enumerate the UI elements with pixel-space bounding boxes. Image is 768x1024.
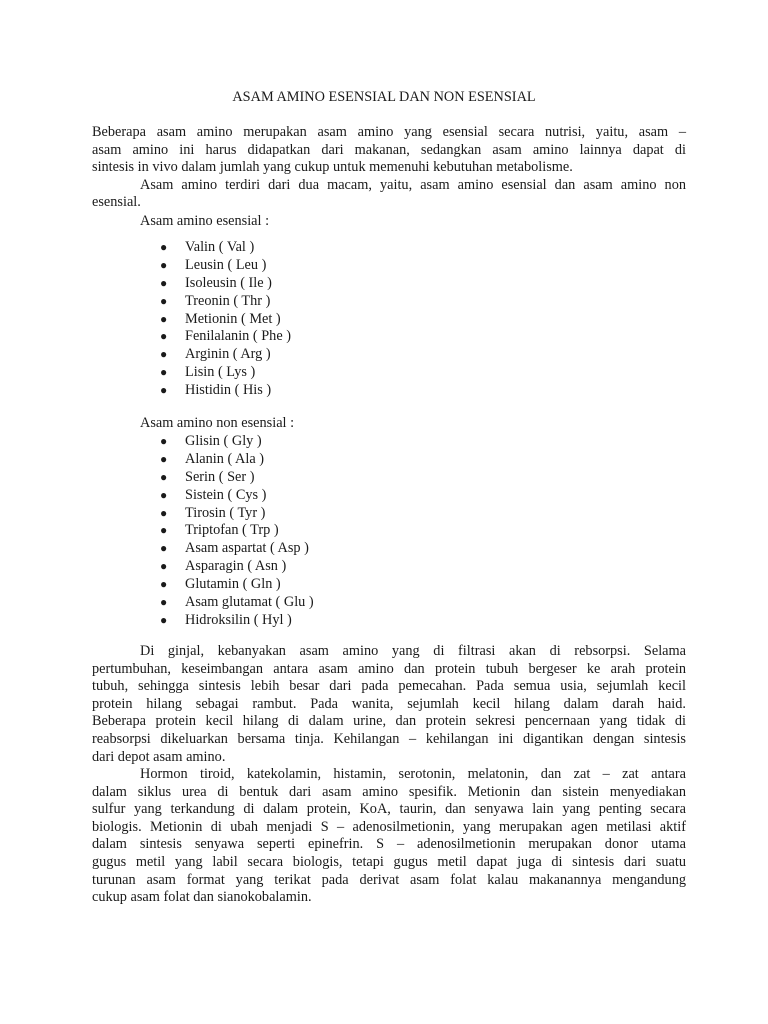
bullet-icon: ● bbox=[160, 311, 168, 326]
text-line: Beberapa asam amino merupakan asam amino yang esensial secara nutrisi, yaitu, asam – bbox=[92, 124, 686, 140]
text-line: sintesis in vivo dalam jumlah yang cukup untuk memenuhi kebutuhan metabolisme. bbox=[92, 159, 573, 176]
list-item-text: Leusin ( Leu ) bbox=[185, 256, 267, 273]
list-item bbox=[160, 328, 291, 346]
list-item-text: Tirosin ( Tyr ) bbox=[185, 504, 266, 521]
nonessential-label: Asam amino non esensial : bbox=[140, 415, 295, 431]
bullet-icon: ● bbox=[160, 469, 168, 484]
text-line: Beberapa protein kecil hilang di dalam urine, dan protein sekresi pencernaan yang tidak di bbox=[92, 713, 686, 730]
bullet-icon: ● bbox=[160, 365, 168, 380]
list-item-text: Glutamin ( Gln ) bbox=[185, 576, 281, 593]
list-item bbox=[160, 364, 291, 382]
list-item bbox=[160, 275, 291, 293]
essential-list bbox=[160, 239, 291, 400]
text-line: tubuh, sehingga sintesis lebih besar dari pada pemecahan. Pada semua usia, sejumlah kecil bbox=[92, 678, 686, 695]
list-item-text: Valin ( Val ) bbox=[185, 239, 255, 255]
text-line: dalam sintesis senyawa seperti epinefrin. S – adenosilmetionin merupakan donor utama bbox=[92, 836, 686, 853]
text-line: esensial. bbox=[92, 194, 141, 211]
bullet-icon: ● bbox=[160, 577, 168, 592]
bullet-icon: ● bbox=[160, 595, 168, 610]
text-line: Asam amino terdiri dari dua macam, yaitu, asam amino esensial dan asam amino non bbox=[140, 176, 686, 193]
text-line: asam amino ini harus didapatkan dari makanan, sedangkan asam amino lainnya dapat di bbox=[92, 141, 686, 158]
list-item-text: Lisin ( Lys ) bbox=[185, 364, 256, 381]
list-item-text: Asam aspartat ( Asp ) bbox=[185, 540, 309, 557]
text-line: pertumbuhan, keseimbangan antara asam amino dan protein tubuh bergeser ke arah protein bbox=[92, 660, 686, 677]
bullet-icon: ● bbox=[160, 541, 168, 556]
list-item-text: Serin ( Ser ) bbox=[185, 468, 255, 485]
bullet-icon: ● bbox=[160, 451, 168, 466]
document-title: ASAM AMINO ESENSIAL DAN NON ESENSIAL bbox=[232, 89, 536, 105]
list-item-text: Metionin ( Met ) bbox=[185, 310, 281, 327]
bullet-icon: ● bbox=[160, 293, 168, 308]
text-line: dari depot asam amino. bbox=[92, 748, 226, 765]
text-line: turunan asam format yang terikat pada derivat asam folat kalau makanannya mengandung bbox=[92, 871, 686, 888]
list-item bbox=[160, 612, 314, 630]
list-item-text: Fenilalanin ( Phe ) bbox=[185, 328, 292, 345]
list-item-text: Asam glutamat ( Glu ) bbox=[185, 594, 314, 611]
list-item bbox=[160, 346, 291, 364]
list-item bbox=[160, 594, 314, 612]
essential-label: Asam amino esensial : bbox=[140, 213, 270, 229]
list-item-text: Treonin ( Thr ) bbox=[185, 292, 271, 309]
list-item-text: Glisin ( Gly ) bbox=[185, 433, 262, 449]
list-item bbox=[160, 487, 314, 505]
text-line: reabsorpsi dikeluarkan bersama tinja. Kehilangan – kehilangan ini digantikan dengan sintesis bbox=[92, 730, 686, 747]
paragraph-hormones bbox=[92, 766, 686, 907]
text-line: protein hilang sebagai rambut. Pada wanita, sejumlah kecil hilang dalam darah haid. bbox=[92, 695, 686, 712]
bullet-icon: ● bbox=[160, 257, 168, 272]
paragraph-intro bbox=[92, 124, 686, 212]
list-item bbox=[160, 558, 314, 576]
bullet-icon: ● bbox=[160, 559, 168, 574]
list-item bbox=[160, 239, 291, 257]
list-item bbox=[160, 540, 314, 558]
bullet-icon: ● bbox=[160, 275, 168, 290]
text-line: biologis. Metionin di ubah menjadi S – adenosilmetionin, yang merupakan agen metilasi aktif bbox=[92, 818, 686, 835]
list-item-text: Alanin ( Ala ) bbox=[185, 450, 265, 467]
bullet-icon: ● bbox=[160, 505, 168, 520]
bullet-icon: ● bbox=[160, 523, 168, 538]
bullet-icon: ● bbox=[160, 347, 168, 362]
list-item-text: Asparagin ( Asn ) bbox=[185, 558, 287, 575]
list-item bbox=[160, 311, 291, 329]
text-line: Hormon tiroid, katekolamin, histamin, serotonin, melatonin, dan zat – zat antara bbox=[140, 766, 686, 782]
list-item bbox=[160, 433, 314, 451]
list-item-text: Triptofan ( Trp ) bbox=[185, 522, 279, 539]
list-item bbox=[160, 257, 291, 275]
list-item bbox=[160, 469, 314, 487]
list-item bbox=[160, 576, 314, 594]
list-item-text: Sistein ( Cys ) bbox=[185, 486, 267, 503]
bullet-icon: ● bbox=[160, 487, 168, 502]
text-line: sulfur yang terkandung di dalam protein, KoA, taurin, dan senyawa lain yang penting secara bbox=[92, 801, 686, 818]
list-item bbox=[160, 451, 314, 469]
text-line: gugus metil yang labil secara biologis, tetapi gugus metil dapat juga di sintesis dari suatu bbox=[92, 853, 686, 870]
list-item-text: Histidin ( His ) bbox=[185, 382, 272, 399]
text-line: dalam siklus urea di bentuk dari asam amino spesifik. Metionin dan sistein menyediakan bbox=[92, 783, 686, 800]
bullet-icon: ● bbox=[160, 240, 168, 254]
list-item-text: Isoleusin ( Ile ) bbox=[185, 274, 272, 291]
list-item bbox=[160, 382, 291, 400]
bullet-icon: ● bbox=[160, 612, 168, 627]
bullet-icon: ● bbox=[160, 434, 168, 448]
bullet-icon: ● bbox=[160, 383, 168, 398]
list-item-text: Arginin ( Arg ) bbox=[185, 346, 271, 363]
nonessential-list bbox=[160, 433, 314, 630]
list-item-text: Hidroksilin ( Hyl ) bbox=[185, 611, 292, 628]
list-item bbox=[160, 293, 291, 311]
list-item bbox=[160, 505, 314, 523]
paragraph-kidney bbox=[92, 643, 686, 766]
bullet-icon: ● bbox=[160, 329, 168, 344]
list-item bbox=[160, 522, 314, 540]
text-line: Di ginjal, kebanyakan asam amino yang di filtrasi akan di rebsorpsi. Selama bbox=[140, 643, 686, 659]
text-line: cukup asam folat dan sianokobalamin. bbox=[92, 889, 312, 906]
